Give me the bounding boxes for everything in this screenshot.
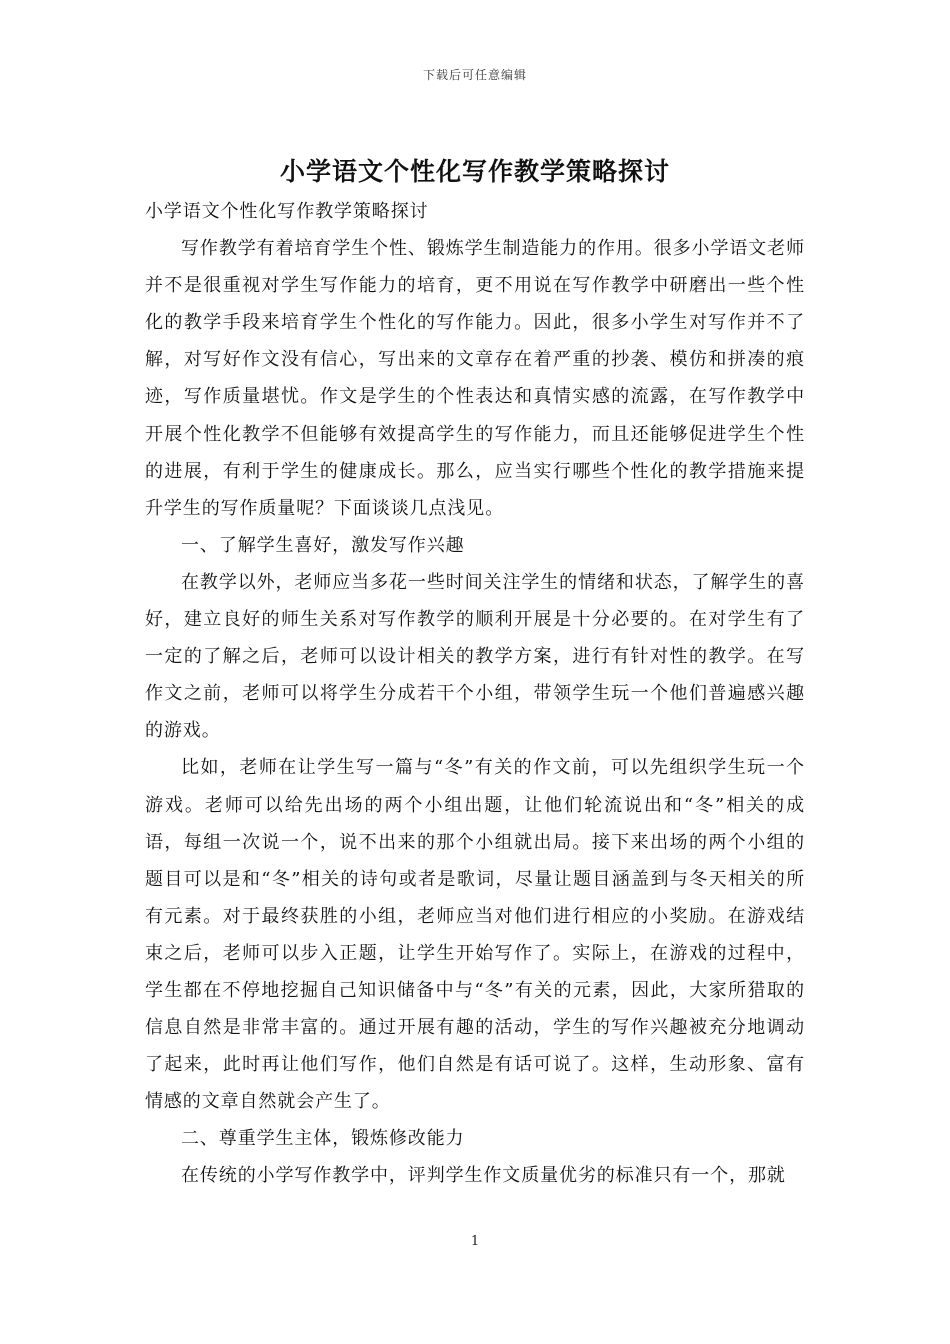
paragraph-section-1: 在教学以外，老师应当多花一些时间关注学生的情绪和状态，了解学生的喜好，建立良好的师生关系对写作教学的顺利开展是十分必要的。在对学生有了一定的了解之后，老师可以设计相关的教学方案，进行有针对性的教学。在写作文之前，老师可以将学生分成若干个小组，带领学生玩一个他们普遍感兴趣的游戏。: [145, 571, 805, 742]
paragraph-intro: 写作教学有着培育学生个性、锻炼学生制造能力的作用。很多小学语文老师并不是很重视对学生写作能力的培育，更不用说在写作教学中研磨出一些个性化的教学手段来培育学生个性化的写作能力。因此，很多小学生对写作并不了解，对写好作文没有信心，写出来的文章存在着严重的抄袭、模仿和拼凑的痕迹，写作质量堪忧。作文是学生的个性表达和真情实感的流露，在写作教学中开展个性化教学不但能够有效提高学生的写作能力，而且还能够促进学生个性的进展，有利于学生的健康成长。那么，应当实行哪些个性化的教学措施来提升学生的写作质量呢？下面谈谈几点浅见。: [145, 238, 805, 519]
section-heading-1: 一、了解学生喜好，激发写作兴趣: [181, 534, 465, 556]
paragraph-section-2: 在传统的小学写作教学中，评判学生作文质量优劣的标准只有一个，那就: [181, 1165, 786, 1187]
document-subtitle: 小学语文个性化写作教学策略探讨: [145, 201, 429, 222]
page-number: 1: [470, 1234, 480, 1249]
page-header-note: 下载后可任意编辑: [422, 68, 527, 82]
document-body: [145, 193, 805, 1195]
section-heading-2: 二、尊重学生主体，锻炼修改能力: [181, 1128, 465, 1150]
document-title: 小学语文个性化写作教学策略探讨: [279, 157, 670, 186]
paragraph-example: 比如，老师在让学生写一篇与“冬”有关的作文前，可以先组织学生玩一个游戏。老师可以给先出场的两个小组出题，让他们轮流说出和“冬”相关的成语，每组一次说一个，说不出来的那个小组就出局。接下来出场的两个小组的题目可以是和“冬”相关的诗句或者是歌词，尽量让题目涵盖到与冬天相关的所有元素。对于最终获胜的小组，老师应当对他们进行相应的小奖励。在游戏结束之后，老师可以步入正题，让学生开始写作了。实际上，在游戏的过程中，学生都在不停地挖掘自己知识储备中与“冬”有关的元素，因此，大家所猎取的信息自然是非常丰富的。通过开展有趣的活动，学生的写作兴趣被充分地调动了起来，此时再让他们写作，他们自然是有话可说了。这样，生动形象、富有情感的文章自然就会产生了。: [145, 757, 805, 1113]
